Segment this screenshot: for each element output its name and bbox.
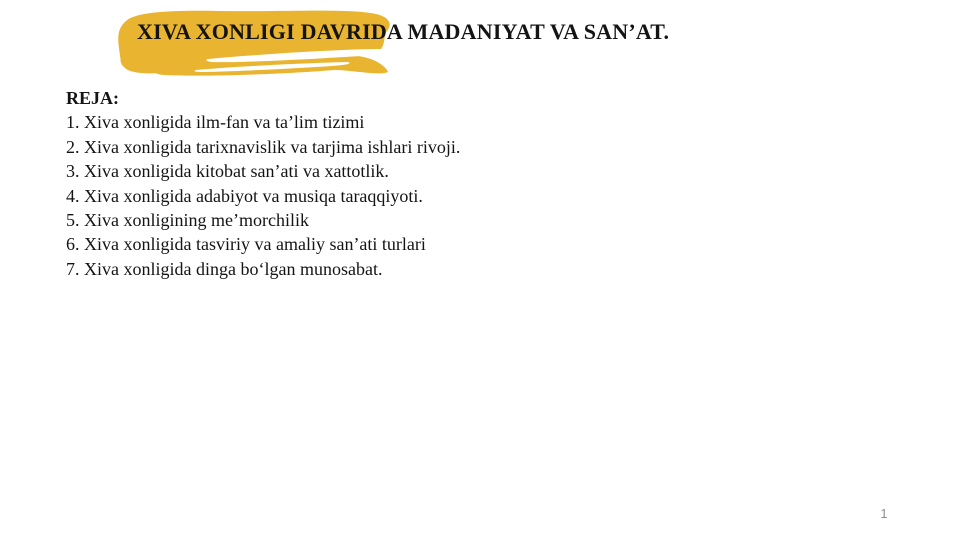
- plan-item-3: 3. Xiva xonligida kitobat san’ati va xattotlik.: [66, 161, 389, 182]
- plan-item-6: 6. Xiva xonligida tasviriy va amaliy san’ati turlari: [66, 234, 426, 255]
- plan-item-1: 1. Xiva xonligida ilm-fan va ta’lim tizimi: [66, 112, 365, 133]
- plan-item-4: 4. Xiva xonligida adabiyot va musiqa taraqqiyoti.: [66, 185, 423, 206]
- plan-item-7: 7. Xiva xonligida dinga bo‘lgan munosabat.: [66, 258, 383, 279]
- slide-title: XIVA XONLIGI DAVRIDA MADANIYAT VA SAN’AT.: [137, 19, 670, 44]
- plan-heading: REJA:: [66, 88, 119, 108]
- plan-list: [66, 86, 460, 281]
- plan-item-5: 5. Xiva xonligining me’morchilik: [66, 210, 309, 231]
- page-number: 1: [880, 507, 888, 521]
- plan-item-2: 2. Xiva xonligida tarixnavislik va tarjima ishlari rivoji.: [66, 136, 461, 157]
